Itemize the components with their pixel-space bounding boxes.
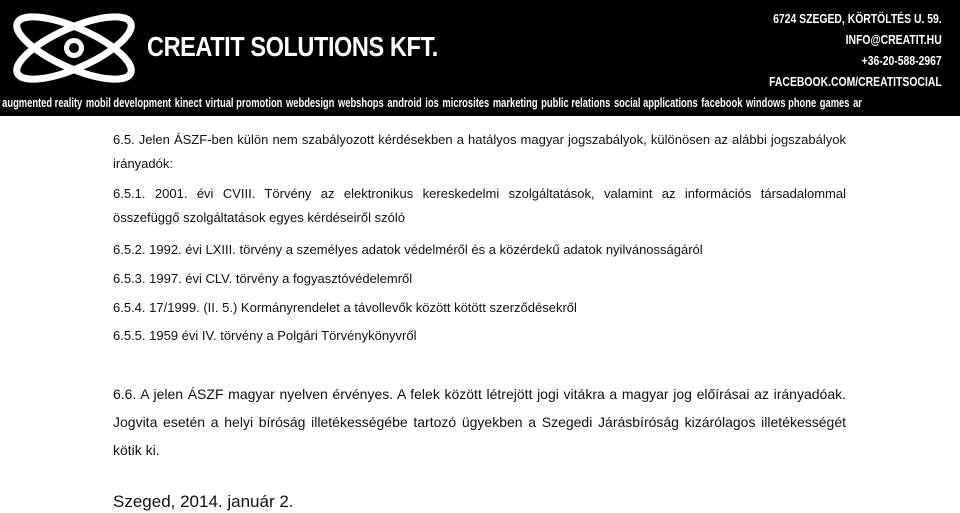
signoff-date: Szeged, 2014. január 2. (113, 492, 294, 511)
contact-block (769, 8, 942, 92)
paragraph-6-5-2: 6.5.2. 1992. évi LXIII. törvény a személyes adatok védelméről és a közérdekű adatok nyilvánosságáról (113, 242, 703, 257)
nav-item-games[interactable]: games (819, 94, 850, 110)
nav-item-mobil-development[interactable]: mobil development (85, 94, 172, 110)
address: 6724 SZEGED, KÖRTÖLTÉS U. 59. (773, 11, 942, 26)
atom-logo-icon (6, 4, 142, 92)
paragraph-6-5-5: 6.5.5. 1959 évi IV. törvény a Polgári Törvénykönyvről (113, 328, 417, 343)
nav-item-public-relations[interactable]: public relations (541, 94, 611, 110)
nav-item-social-applications[interactable]: social applications (613, 94, 698, 110)
nav-item-virtual-promotion[interactable]: virtual promotion (205, 94, 283, 110)
nav-item-kinect[interactable]: kinect (174, 94, 202, 110)
company-name: CREATIT SOLUTIONS KFT. (147, 31, 438, 62)
nav-item-facebook[interactable]: facebook (701, 94, 743, 110)
site-header (0, 0, 960, 116)
nav-item-webdesign[interactable]: webdesign (285, 94, 335, 110)
nav-item-ar[interactable]: ar (853, 94, 862, 110)
nav-item-microsites[interactable]: microsites (442, 94, 490, 110)
email-link[interactable]: INFO@CREATIT.HU (845, 32, 942, 47)
paragraph-6-5-4: 6.5.4. 17/1999. (II. 5.) Kormányrendelet a távollevők között kötött szerződésekről (113, 300, 577, 315)
nav-item-android[interactable]: android (387, 94, 422, 110)
nav-item-marketing[interactable]: marketing (492, 94, 538, 110)
nav-item-windows-phone[interactable]: windows phone (745, 94, 817, 110)
nav-item-ios[interactable]: ios (425, 94, 439, 110)
paragraph-6-5-3: 6.5.3. 1997. évi CLV. törvény a fogyasztóvédelemről (113, 271, 413, 286)
facebook-link[interactable]: FACEBOOK.COM/CREATITSOCIAL (769, 74, 942, 89)
paragraph-6-5: 6.5. Jelen ÁSZF-ben külön nem szabályozott kérdésekben a hatályos magyar jogszabályok, különösen az alábbi jogszabályok irányadók: (113, 132, 846, 171)
nav-item-webshops[interactable]: webshops (337, 94, 384, 110)
paragraph-6-5-1: 6.5.1. 2001. évi CVIII. Törvény az elektronikus kereskedelmi szolgáltatások, valamint az információs társadalommal összefüggő szolgáltatások egyes kérdéseiről szóló (113, 186, 846, 225)
nav-item-augmented-reality[interactable]: augmented reality (2, 94, 83, 110)
nav-bar (0, 94, 960, 110)
paragraph-6-6: 6.6. A jelen ÁSZF magyar nyelven érvényes. A felek között létrejött jogi vitákra a magyar jog előírásai az irányadóak. Jogvita esetén a helyi bíróság illetékességébe tartozó ügyekben a Szegedi Járásbíróság kizárólagos illetékességét kötik ki. (113, 386, 846, 458)
phone: +36-20-588-2967 (861, 53, 942, 68)
